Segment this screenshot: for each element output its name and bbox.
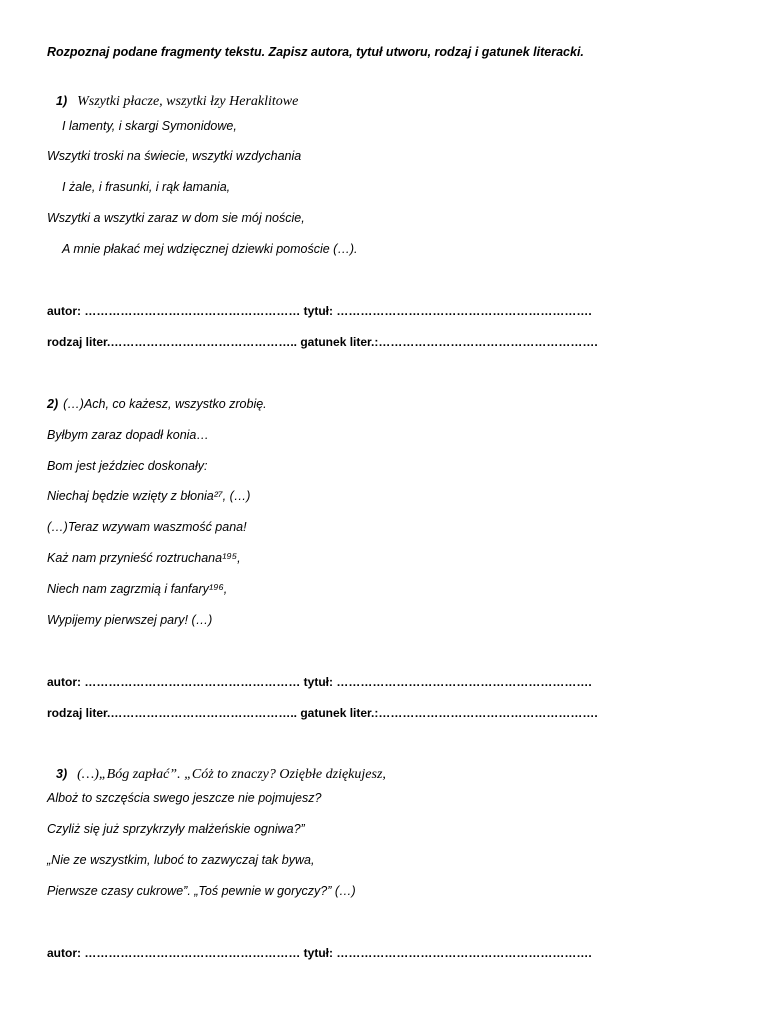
fragment-2-line-7: Wypijemy pierwszej pary! (…) <box>47 613 213 627</box>
fragment-1-first-line: Wszytki płacze, wszytki łzy Heraklitowe <box>77 94 299 109</box>
fragment-2-line-6: Niech nam zagrzmią i fanfary¹⁹⁶, <box>47 582 228 596</box>
fragment-3-number: 3) <box>56 767 68 781</box>
fragment-3-author-title-field[interactable]: autor: ……………………………………………… tytuł: ………………………………………………………. <box>47 946 592 960</box>
fragment-2-first-line: (…)Ach, co każesz, wszystko zrobię. <box>63 397 267 411</box>
fragment-2-kind-genre-field[interactable]: rodzaj liter.……………………………………….. gatunek liter.:………………………………………………. <box>47 706 598 720</box>
fragment-1-line-1: I lamenty, i skargi Symonidowe, <box>62 119 237 133</box>
fragment-1-kind-genre-field[interactable]: rodzaj liter.……………………………………….. gatunek liter.:………………………………………………. <box>47 335 598 349</box>
fragment-3-first-line: (…)„Bóg zapłać”. „Cóż to znaczy? Oziębłe dziękujesz, <box>77 767 386 782</box>
fragment-1-number: 1) <box>56 94 68 108</box>
fragment-3-line-1: Alboż to szczęścia swego jeszcze nie pojmujesz? <box>47 791 322 805</box>
fragment-3-line-4: Pierwsze czasy cukrowe”. „Toś pewnie w goryczy?” (…) <box>47 884 356 898</box>
fragment-1-author-title-field[interactable]: autor: ……………………………………………… tytuł: ………………………………………………………. <box>47 304 592 318</box>
fragment-1-line-2: Wszytki troski na świecie, wszytki wzdychania <box>47 149 302 163</box>
fragment-2-line-5: Każ nam przynieść roztruchana¹⁹⁵, <box>47 551 241 565</box>
fragment-1-line-3: I żale, i frasunki, i rąk łamania, <box>62 180 231 194</box>
fragment-1-line-4: Wszytki a wszytki zaraz w dom sie mój noście, <box>47 211 305 225</box>
fragment-3-line-2: Czyliż się już sprzykrzyły małżeńskie ogniwa?” <box>47 822 305 836</box>
fragment-1-heading <box>56 93 298 110</box>
instruction-text: Rozpoznaj podane fragmenty tekstu. Zapisz autora, tytuł utworu, rodzaj i gatunek literacki. <box>47 45 584 59</box>
fragment-2-line-1: Byłbym zaraz dopadł konia… <box>47 428 209 442</box>
fragment-2-line-2: Bom jest jeździec doskonały: <box>47 459 208 473</box>
fragment-1-line-5: A mnie płakać mej wdzięcznej dziewki pomoście (…). <box>62 242 358 256</box>
fragment-3-heading <box>56 766 386 783</box>
fragment-2-heading <box>47 396 267 412</box>
fragment-3-line-3: „Nie ze wszystkim, luboć to zazwyczaj tak bywa, <box>47 853 315 867</box>
fragment-2-line-4: (…)Teraz wzywam waszmość pana! <box>47 520 247 534</box>
fragment-2-line-3: Niechaj będzie wzięty z błonia²⁷, (…) <box>47 489 251 503</box>
fragment-2-author-title-field[interactable]: autor: ……………………………………………… tytuł: ………………………………………………………. <box>47 675 592 689</box>
fragment-2-number: 2) <box>47 397 59 411</box>
